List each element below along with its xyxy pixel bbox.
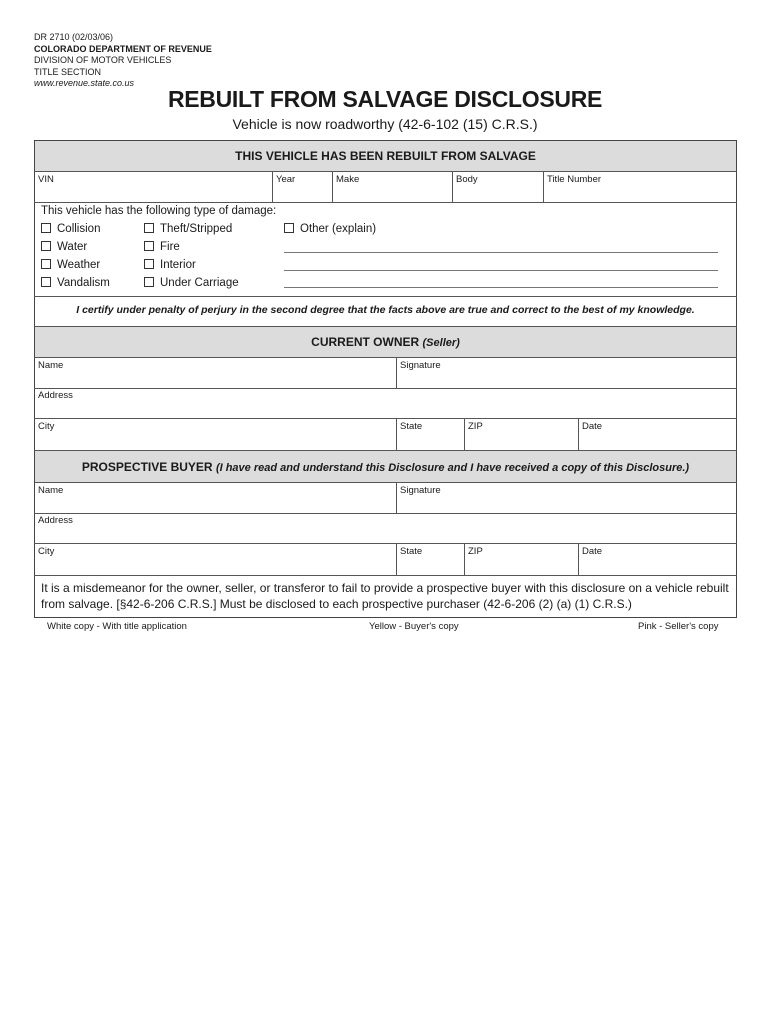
checkbox-icon[interactable] (144, 277, 154, 287)
divider (34, 543, 737, 544)
form-number: DR 2710 (02/03/06) (34, 32, 114, 42)
divider (543, 171, 544, 202)
form-subtitle: Vehicle is now roadworthy (42-6-102 (15) C.R.S.) (232, 116, 538, 132)
damage-option-interior[interactable]: Interior (144, 259, 196, 271)
divider (34, 513, 737, 514)
divider (332, 171, 333, 202)
checkbox-icon[interactable] (144, 241, 154, 251)
year-field[interactable]: Year (276, 174, 296, 185)
owner-state-field[interactable]: State (400, 421, 423, 432)
body-field[interactable]: Body (456, 174, 478, 185)
owner-city-field[interactable]: City (38, 421, 55, 432)
explain-line[interactable] (284, 252, 718, 253)
divider (396, 543, 397, 575)
buyer-name-field[interactable]: Name (38, 485, 64, 496)
checkbox-icon[interactable] (284, 223, 294, 233)
divider (272, 171, 273, 202)
divider (396, 418, 397, 450)
form-header (34, 32, 212, 90)
buyer-address-field[interactable]: Address (38, 515, 73, 526)
owner-section-heading: CURRENT OWNER (Seller) (311, 335, 460, 349)
divider (34, 575, 737, 576)
checkbox-icon[interactable] (144, 223, 154, 233)
damage-option-under-carriage[interactable]: Under Carriage (144, 277, 239, 289)
divider (464, 418, 465, 450)
divider (34, 296, 737, 297)
vehicle-section-heading: THIS VEHICLE HAS BEEN REBUILT FROM SALVAGE (235, 149, 536, 163)
website: www.revenue.state.co.us (34, 78, 135, 88)
legal-notice: It is a misdemeanor for the owner, seller, or transferor to fail to provide a prospective buyer with this disclosure on a vehicle rebuilt from salvage. [§42-6-206 C.R.S.] Must be disclosed to each prospective purchaser (42-6-206 (2) (a) (1) C.R.S.) (41, 581, 729, 611)
buyer-section-heading: PROSPECTIVE BUYER (I have read and understand this Disclosure and I have received a copy of this Disclosure.) (81, 460, 690, 474)
damage-option-vandalism[interactable]: Vandalism (41, 277, 110, 289)
make-field[interactable]: Make (336, 174, 360, 185)
damage-option-water[interactable]: Water (41, 241, 87, 253)
damage-option-other[interactable]: Other (explain) (284, 223, 376, 235)
divider (396, 482, 397, 513)
white-copy-note: White copy - With title application (47, 621, 187, 632)
owner-name-field[interactable]: Name (38, 360, 64, 371)
buyer-state-field[interactable]: State (400, 546, 423, 557)
divider (34, 388, 737, 389)
pink-copy-note: Pink - Seller's copy (638, 621, 719, 632)
damage-option-fire[interactable]: Fire (144, 241, 180, 253)
title-number-field[interactable]: Title Number (547, 174, 602, 185)
yellow-copy-note: Yellow - Buyer's copy (369, 621, 459, 632)
divider (464, 543, 465, 575)
divider (34, 418, 737, 419)
owner-address-field[interactable]: Address (38, 390, 73, 401)
divider (34, 202, 737, 203)
section-name: TITLE SECTION (34, 66, 102, 77)
divider (34, 357, 737, 358)
divider (578, 543, 579, 575)
checkbox-icon[interactable] (41, 277, 51, 287)
checkbox-icon[interactable] (41, 241, 51, 251)
damage-option-weather[interactable]: Weather (41, 259, 100, 271)
form-title: REBUILT FROM SALVAGE DISCLOSURE (167, 86, 603, 112)
buyer-date-field[interactable]: Date (582, 546, 603, 557)
certification-statement: I certify under penalty of perjury in the second degree that the facts above are true and correct to the best of my knowledge. (76, 304, 695, 316)
divider (452, 171, 453, 202)
vin-field[interactable]: VIN (38, 174, 54, 185)
explain-line[interactable] (284, 287, 718, 288)
divider (578, 418, 579, 450)
owner-signature-field[interactable]: Signature (400, 360, 441, 371)
checkbox-icon[interactable] (41, 223, 51, 233)
buyer-zip-field[interactable]: ZIP (468, 546, 483, 557)
divider (34, 171, 737, 172)
divider (34, 482, 737, 483)
damage-option-theft-stripped[interactable]: Theft/Stripped (144, 223, 232, 235)
owner-date-field[interactable]: Date (582, 421, 603, 432)
divider (396, 357, 397, 388)
buyer-signature-field[interactable]: Signature (400, 485, 441, 496)
damage-heading: This vehicle has the following type of damage: (41, 205, 277, 217)
checkbox-icon[interactable] (41, 259, 51, 269)
explain-line[interactable] (284, 270, 718, 271)
damage-option-collision[interactable]: Collision (41, 223, 100, 235)
buyer-city-field[interactable]: City (38, 546, 55, 557)
division-name: DIVISION OF MOTOR VEHICLES (34, 55, 172, 65)
owner-zip-field[interactable]: ZIP (468, 421, 483, 432)
department-name: COLORADO DEPARTMENT OF REVENUE (34, 43, 212, 54)
checkbox-icon[interactable] (144, 259, 154, 269)
